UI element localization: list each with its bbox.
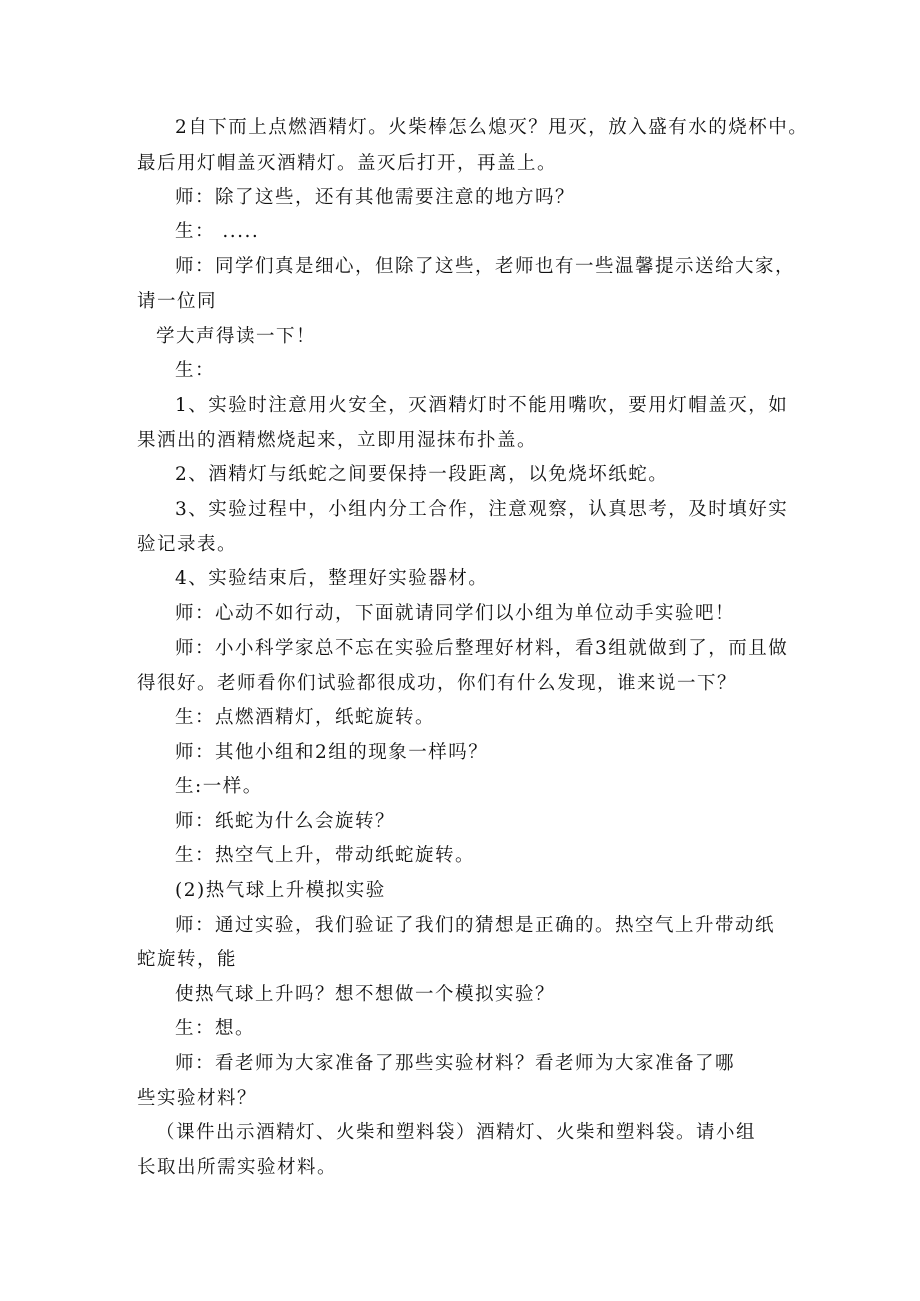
text-line: 师：看老师为大家准备了那些实验材料？看老师为大家准备了哪 bbox=[175, 1053, 736, 1074]
text-line: 生:一样。 bbox=[175, 776, 263, 797]
text-line: 生：热空气上升，带动纸蛇旋转。 bbox=[175, 845, 476, 866]
text-line: 师：除了这些，还有其他需要注意的地方吗？ bbox=[175, 187, 576, 208]
text-line: 2、酒精灯与纸蛇之间要保持一段距离，以免烧坏纸蛇。 bbox=[175, 464, 669, 485]
text-line: 师：通过实验，我们验证了我们的猜想是正确的。热空气上升带动纸 bbox=[175, 915, 776, 936]
text-line: （课件出示酒精灯、火柴和塑料袋）酒精灯、火柴和塑料袋。请小组 bbox=[156, 1122, 757, 1143]
text-line: 学大声得读一下！ bbox=[156, 326, 317, 347]
text-line: 生：点燃酒精灯，纸蛇旋转。 bbox=[175, 707, 436, 728]
text-line: 师：其他小组和2组的现象一样吗？ bbox=[175, 742, 489, 763]
text-line: 请一位同 bbox=[137, 291, 218, 312]
text-line: 师：同学们真是细心，但除了这些，老师也有一些温馨提示送给大家， bbox=[175, 256, 796, 277]
text-line: 些实验材料？ bbox=[137, 1088, 258, 1109]
text-line: 生： ..... bbox=[175, 221, 260, 242]
text-line: 师：小小科学家总不忘在实验后整理好材料，看3组就做到了，而且做 bbox=[175, 638, 789, 659]
section-heading: (2)热气球上升模拟实验 bbox=[175, 880, 386, 901]
text-line: 3、实验过程中，小组内分工合作，注意观察，认真思考，及时填好实 bbox=[175, 499, 789, 520]
text-line: 蛇旋转，能 bbox=[137, 949, 238, 970]
text-line: 最后用灯帽盖灭酒精灯。盖灭后打开，再盖上。 bbox=[137, 153, 558, 174]
text-line: 生： bbox=[175, 360, 216, 381]
text-line: 使热气球上升吗？想不想做一个模拟实验？ bbox=[175, 984, 556, 1005]
text-line: 果洒出的酒精燃烧起来，立即用湿抹布扑盖。 bbox=[137, 430, 538, 451]
text-line: 1、实验时注意用火安全，灭酒精灯时不能用嘴吹，要用灯帽盖灭，如 bbox=[175, 395, 789, 416]
text-line: 验记录表。 bbox=[137, 534, 238, 555]
text-line: 师：纸蛇为什么会旋转？ bbox=[175, 811, 396, 832]
text-line: 2自下而上点燃酒精灯。火柴棒怎么熄灭？甩灭，放入盛有水的烧杯中。 bbox=[175, 117, 809, 138]
text-line: 生：想。 bbox=[175, 1018, 256, 1039]
text-line: 长取出所需实验材料。 bbox=[137, 1157, 338, 1178]
text-line: 4、实验结束后，整理好实验器材。 bbox=[175, 568, 489, 589]
text-line: 师：心动不如行动，下面就请同学们以小组为单位动手实验吧！ bbox=[175, 603, 736, 624]
text-line: 得很好。老师看你们试验都很成功，你们有什么发现，谁来说一下？ bbox=[137, 673, 738, 694]
